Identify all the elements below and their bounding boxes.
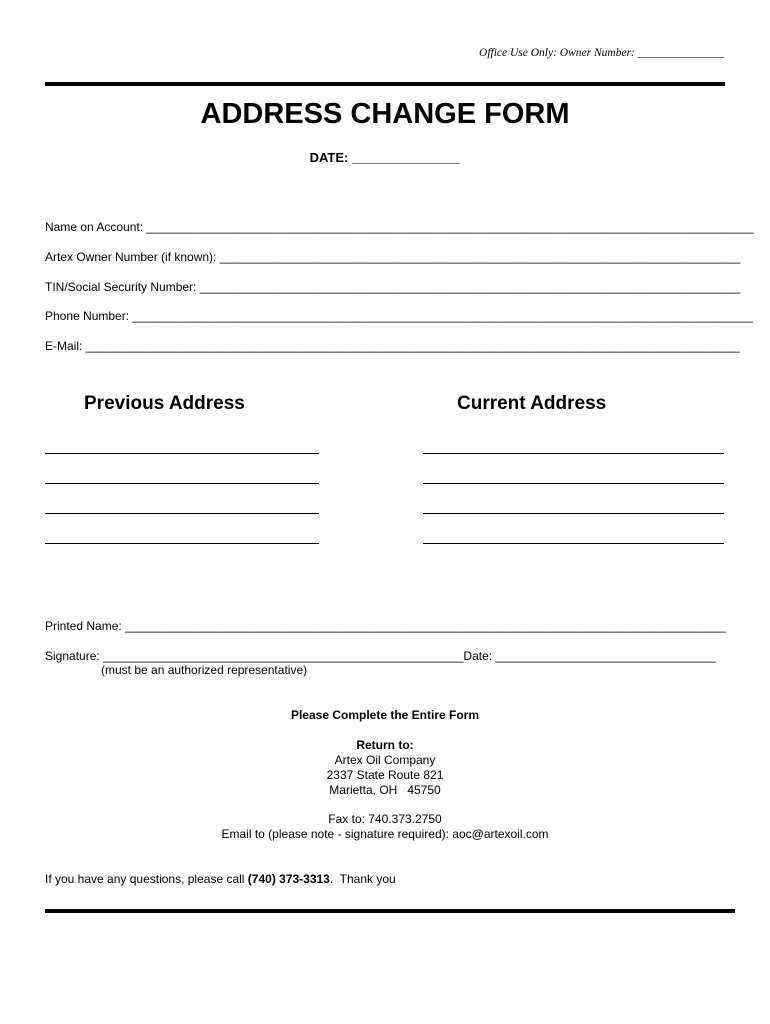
previous-address-heading: Previous Address bbox=[84, 393, 245, 414]
form-title: ADDRESS CHANGE FORM bbox=[200, 98, 570, 130]
printed-name-field[interactable]: Printed Name: __________________________________________________________________________________________ bbox=[45, 619, 726, 633]
company-name: Artex Oil Company bbox=[334, 753, 436, 767]
complete-form-note: Please Complete the Entire Form bbox=[290, 708, 480, 722]
return-to-heading: Return to: bbox=[356, 738, 414, 752]
fax-number: Fax to: 740.373.2750 bbox=[328, 812, 442, 826]
office-use-owner-number: Office Use Only: Owner Number: _______________ bbox=[479, 47, 724, 59]
questions-prefix: If you have any questions, please call bbox=[45, 872, 248, 886]
questions-phone: (740) 373-3313 bbox=[247, 872, 330, 886]
email-field[interactable]: E-Mail: __________________________________________________________________________________________________ bbox=[45, 339, 740, 353]
phone-number-field[interactable]: Phone Number: _____________________________________________________________________________________________ bbox=[45, 309, 754, 323]
current-address-line-2[interactable] bbox=[423, 483, 724, 484]
date-field[interactable]: DATE: _______________ bbox=[309, 150, 461, 165]
bottom-divider bbox=[45, 909, 735, 913]
previous-address-line-2[interactable] bbox=[45, 483, 319, 484]
signature-date-field[interactable]: Signature: ______________________________________________________Date: _________________________________ bbox=[45, 649, 716, 663]
city-state-zip: Marietta, OH 45750 bbox=[329, 783, 441, 797]
questions-line bbox=[45, 872, 396, 886]
tin-ssn-field[interactable]: TIN/Social Security Number: _________________________________________________________________________________ bbox=[45, 280, 741, 294]
street-address: 2337 State Route 821 bbox=[326, 768, 444, 782]
owner-number-field[interactable]: Artex Owner Number (if known): ______________________________________________________________________________ bbox=[45, 250, 741, 264]
questions-suffix: . Thank you bbox=[329, 872, 396, 886]
previous-address-line-3[interactable] bbox=[45, 513, 319, 514]
top-divider bbox=[45, 82, 725, 86]
current-address-line-1[interactable] bbox=[423, 453, 724, 454]
previous-address-line-4[interactable] bbox=[45, 543, 319, 544]
signature-note: (must be an authorized representative) bbox=[101, 663, 308, 677]
name-on-account-field[interactable]: Name on Account: ___________________________________________________________________________________________ bbox=[45, 220, 754, 234]
current-address-line-3[interactable] bbox=[423, 513, 724, 514]
previous-address-line-1[interactable] bbox=[45, 453, 319, 454]
current-address-line-4[interactable] bbox=[423, 543, 724, 544]
current-address-heading: Current Address bbox=[457, 393, 607, 414]
email-address: Email to (please note - signature required): aoc@artexoil.com bbox=[221, 827, 549, 841]
